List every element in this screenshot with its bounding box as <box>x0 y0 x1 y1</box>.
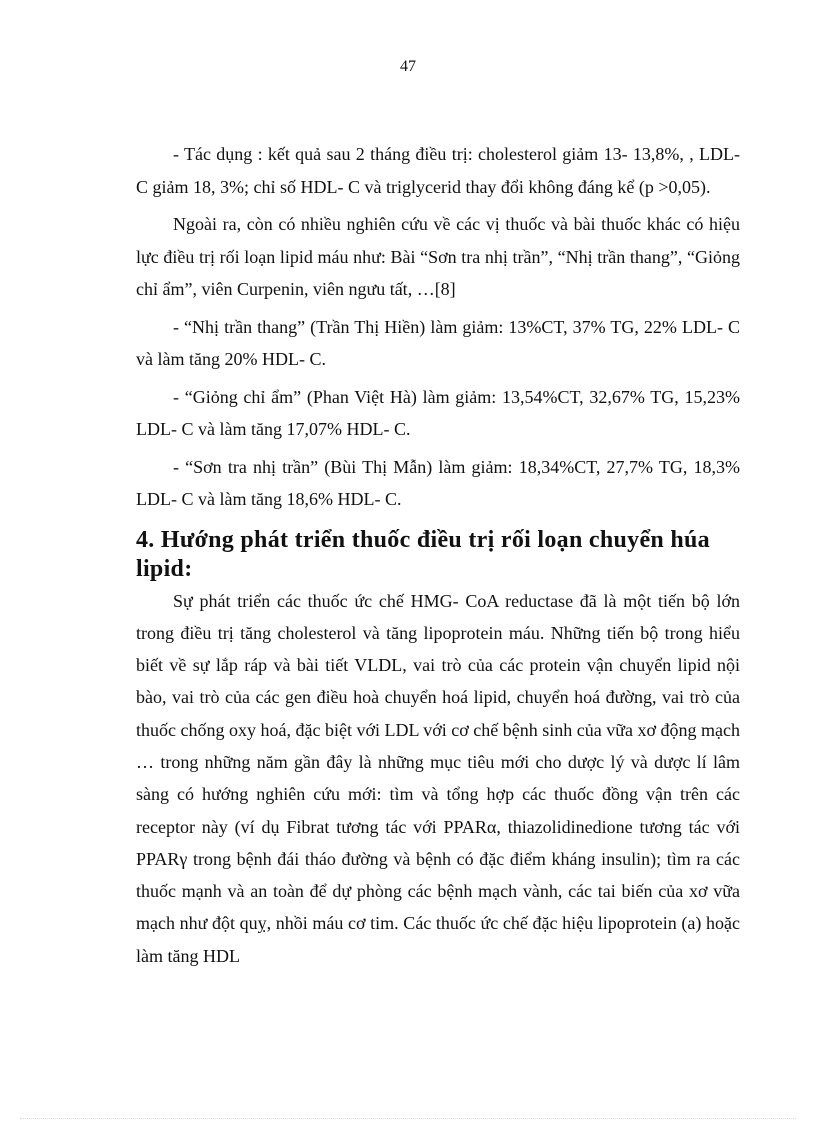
paragraph-son-tra-nhi-tran: - “Sơn tra nhị trần” (Bùi Thị Mẫn) làm giảm: 18,34%CT, 27,7% TG, 18,3% LDL- C và làm tăng 18,6% HDL- C. <box>136 456 740 509</box>
page-content <box>136 138 740 972</box>
paragraph-tac-dung: - Tác dụng : kết quả sau 2 tháng điều trị: cholesterol giảm 13- 13,8%, , LDL- C giảm 18, 3%; chỉ số HDL- C và triglycerid thay đổi không đáng kể (p >0,05). <box>136 144 740 197</box>
section-body: Sự phát triển các thuốc ức chế HMG- CoA reductase đã là một tiến bộ lớn trong điều trị tăng cholesterol và tăng lipoprotein máu. Những tiến bộ trong hiểu biết về sự lắp ráp và bài tiết VLDL, vai trò của các protein vận chuyển lipid nội bào, vai trò của các gen điều hoà chuyển hoá lipid, chuyển hoá đường, vai trò của thuốc chống oxy hoá, đặc biệt với LDL với cơ chế bệnh sinh của vữa xơ động mạch … trong những năm gần đây là những mục tiêu mới cho dược lý và dược lí lâm sàng có hướng nghiên cứu mới: tìm và tổng hợp các thuốc đồng vận trên các receptor này (ví dụ Fibrat tương tác với PPARα, thiazolidinedione tương tác với PPARγ trong bệnh đái tháo đường và bệnh có đặc điểm kháng insulin); tìm ra các thuốc mạnh và an toàn để dự phòng các bệnh mạch vành, các tai biến của xơ vữa mạch như đột quỵ, nhồi máu cơ tim. Các thuốc ức chế đặc hiệu lipoprotein (a) hoặc làm tăng HDL <box>136 590 741 966</box>
paragraph-nhi-tran-thang: - “Nhị trần thang” (Trần Thị Hiền) làm giảm: 13%CT, 37% TG, 22% LDL- C và làm tăng 20% HDL- C. <box>136 316 740 369</box>
paragraph-ngoai-ra: Ngoài ra, còn có nhiều nghiên cứu về các vị thuốc và bài thuốc khác có hiệu lực điều trị rối loạn lipid máu như: Bài “Sơn tra nhị trần”, “Nhị trần thang”, “Giỏng chỉ ẩm”, viên Curpenin, viên ngưu tất, …[8] <box>136 214 740 299</box>
page-bottom-divider <box>20 1118 796 1119</box>
page-number: 47 <box>400 58 416 75</box>
section-heading: 4. Hướng phát triển thuốc điều trị rối loạn chuyển húa lipid: <box>136 526 710 582</box>
paragraph-giong-chi-am: - “Giỏng chỉ ẩm” (Phan Việt Hà) làm giảm: 13,54%CT, 32,67% TG, 15,23% LDL- C và làm tăng 17,07% HDL- C. <box>136 386 740 439</box>
